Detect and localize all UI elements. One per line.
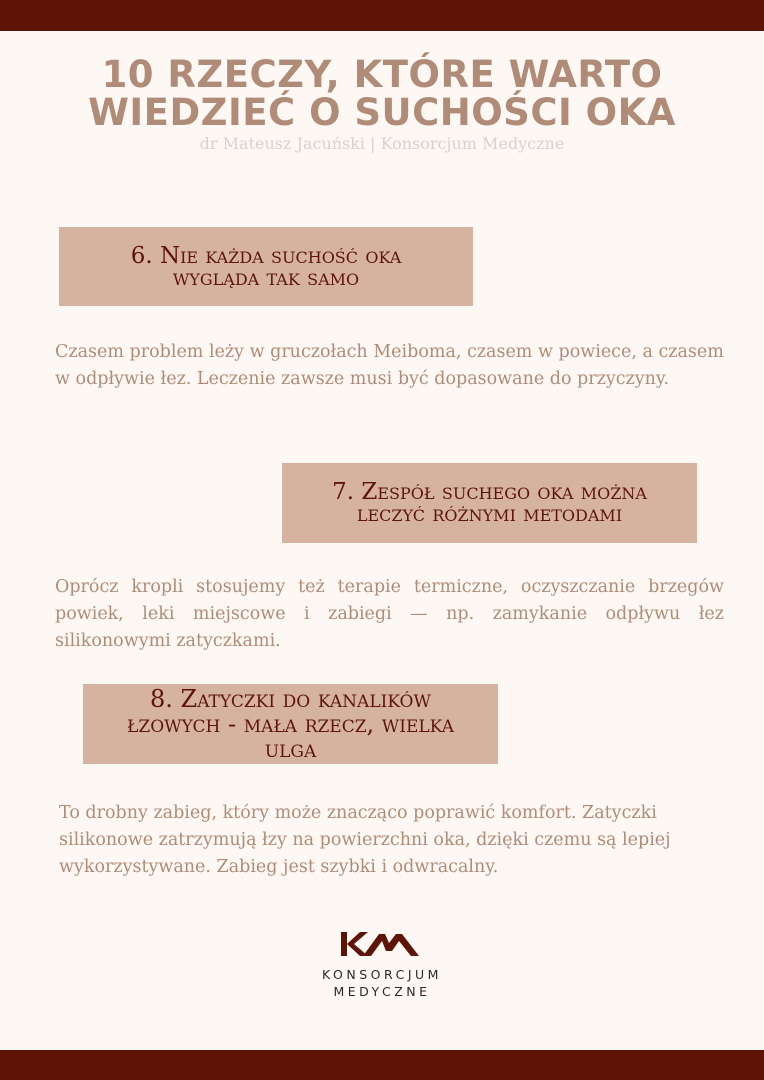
section-8-heading-line-2: łzowych - mała rzecz, wielka [127,709,454,738]
section-6-body: Czasem problem leży w gruczołach Meiboma, czasem w powiece, a czasem w odpływie łez. Leczenie zawsze musi być dopasowane do przyczyny. [55,342,724,389]
section-7-heading-line-2: leczyć różnymi metodami [356,501,623,527]
top-bar [0,0,764,31]
title-line-1: 10 RZECZY, KTÓRE WARTO [101,53,663,96]
section-8-body: To drobny zabieg, który może znacząco poprawić komfort. Zatyczki silikonowe zatrzymują łzy na powierzchni oka, dzięki czemu są lepiej wykorzystywane. Zabieg jest szybki i odwracalny. [59,803,671,877]
page-title [0,53,764,134]
section-6-heading-line-1: 6. Nie każda suchość oka [130,242,402,269]
section-7-heading [282,463,697,543]
section-7-body: Oprócz kropli stosujemy też terapie termiczne, oczyszczanie brzegów powiek, leki miejscowe i zabiegi — np. zamykanie odpływu łez silikonowymi zatyczkami. [55,577,724,651]
km-logo-icon [341,929,423,959]
logo-text [0,966,764,1000]
section-7-heading-line-1: 7. Zespół suchego oka można [332,479,647,505]
section-8-heading-line-1: 8. Zatyczki do kanalików [150,684,431,713]
title-line-2: WIEDZIEĆ O SUCHOŚCI OKA [88,91,676,134]
section-8-heading [83,684,498,764]
bottom-bar [0,1050,764,1080]
logo-text-line-2: MEDYCZNE [333,984,431,999]
section-6-heading-line-2: wygląda tak samo [172,264,360,291]
section-8-heading-line-3: ulga [264,734,317,763]
logo-text-line-1: KONSORCJUM [322,967,442,982]
author-subtitle: dr Mateusz Jacuński | Konsorcjum Medyczne [199,134,565,153]
section-6-heading [59,227,473,306]
